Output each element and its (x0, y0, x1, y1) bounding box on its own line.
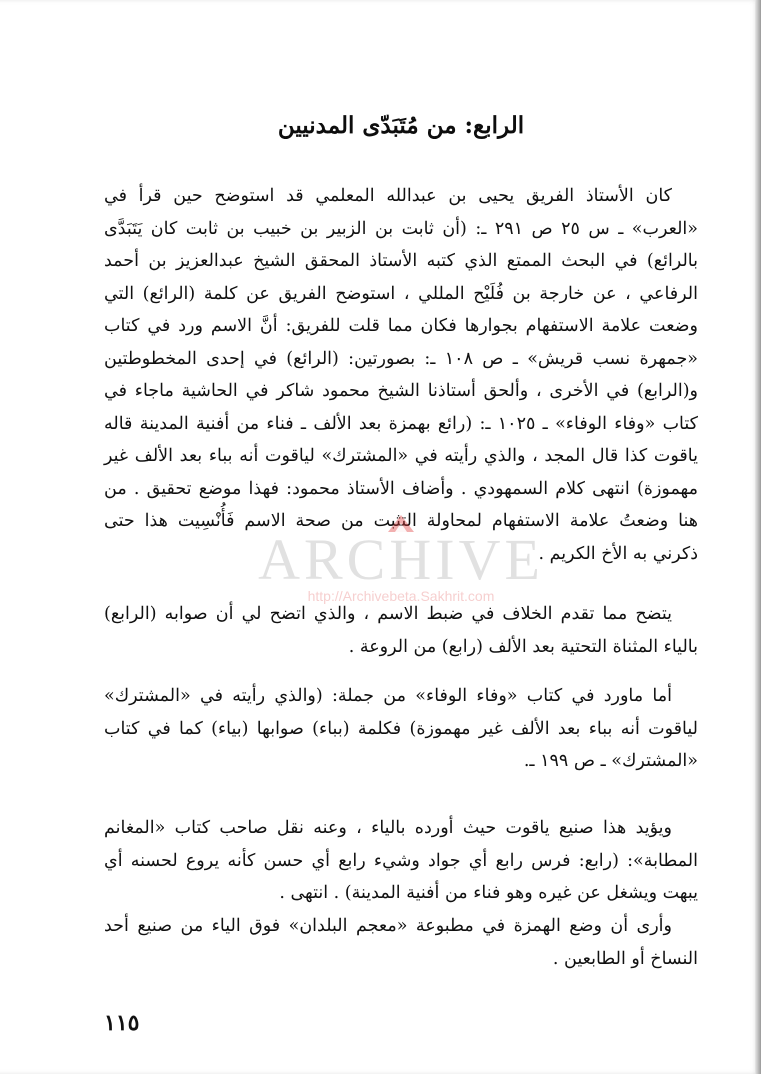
section-title: الرابع: من مُتَبَدّى المدنيين (277, 112, 525, 139)
watermark-url: http://Archivebeta.Sakhrit.com (307, 588, 495, 604)
paragraph-4: ويؤيد هذا صنيع ياقوت حيث أورده بالياء ، وعنه نقل صاحب كتاب «المغانم المطابة»: (رابع: فرس رابع أي جواد وشيء رابع أي حسن كأنه يروع لحسنه أي يبهت ويشغل عن غيره وهو فناء من أفنية المدينة) . انتهى . (104, 818, 698, 903)
watermark-text: ARCHIVE (258, 527, 544, 592)
paragraph-5: وأرى أن وضع الهمزة في مطبوعة «معجم البلدان» فوق الياء من صنيع أحد النساخ أو الطابعين . (104, 916, 698, 969)
page-number: ١١٥ (104, 1010, 140, 1036)
page-edge-shadow (755, 0, 761, 1074)
paragraph-1: كان الأستاذ الفريق يحيى بن عبدالله المعلمي قد استوضح حين قرأ في «العرب» ـ س ٢٥ ص ٢٩١ ـ: (أن ثابت بن الزبير بن خبيب بن ثابت كان يَتَبَدَّى بالرائع) في البحث الممتع الذي كتبه الأستاذ المحقق الشيخ عبدالعزيز بن أحمد الرفاعي ، عن خارجة بن فُلَيْح المللي ، استوضح الفريق عن كلمة (الرائع) التي وضعت علامة الاستفهام بجوارها فكان مما قلت للفريق: أنَّ الاسم ورد في كتاب «جمهرة نسب قريش» ـ ص ١٠٨ ـ: بصورتين: (الرائع) في إحدى المخطوطتين و(الرابع) في الأخرى ، وألحق أستاذنا الشيخ محمود شاكر في الحاشية ماجاء في كتاب «وفاء الوفاء» ـ ١٠٢٥ ـ: (رائع بهمزة بعد الألف ـ فناء من أفنية المدينة قاله ياقوت كذا قال المجد ، والذي رأيته في «المشترك» لياقوت أنه بباء بعد الألف غير مهموزة) انتهى كلام السمهودي . وأضاف الأستاذ محمود: فهذا موضع تحقيق . من هنا وضعتُ علامة الاستفهام لمحاولة التثبت من صحة الاسم فَأُنْسِيت هذا حتى ذكرني به الأخ الكريم . (104, 186, 698, 564)
paragraph-3: أما ماورد في كتاب «وفاء الوفاء» من جملة: (والذي رأيته في «المشترك» لياقوت أنه بباء بعد الألف غير مهموزة) فكلمة (بباء) صوابها (بياء) كما في كتاب «المشترك» ـ ص ١٩٩ ـ. (104, 686, 698, 771)
paragraph-2: يتضح مما تقدم الخلاف في ضبط الاسم ، والذي اتضح لي أن صوابه (الرابع) بالياء المثناة التحتية بعد الألف (رابع) من الروعة . (104, 604, 698, 657)
